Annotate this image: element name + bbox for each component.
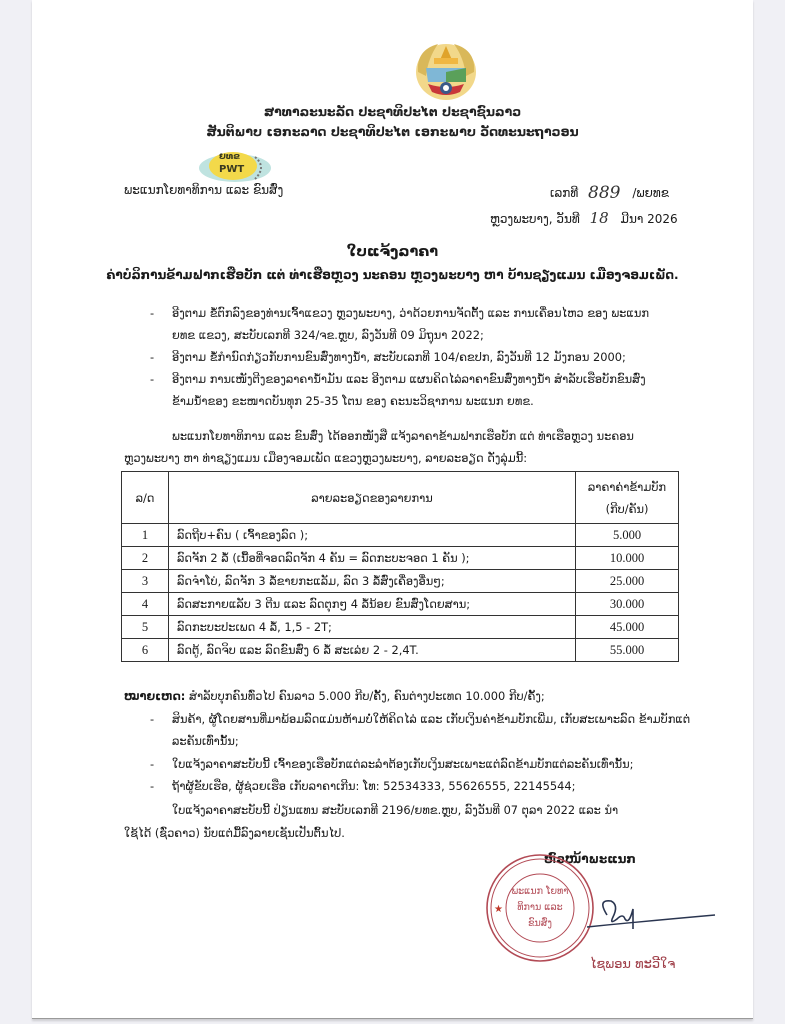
- note-label: ໝາຍເຫດ:: [124, 689, 186, 703]
- table-row: [122, 524, 679, 547]
- national-motto-line1: ສາທາລະນະລັດ ປະຊາທິປະໄຕ ປະຊາຊົນລາວ: [263, 104, 522, 119]
- table-row: [122, 639, 679, 662]
- note-line: ໃບແຈ້ງລາຄາສະບັບນີ້ ເຈົ້າຂອງເຮືອບັກແຕ່ລະລຳຕ້ອງເກັບເງິນສະເພາະແຕ່ລົດຂ້າມບັກແຕ່ລະຄັນເທົ່ານັ້ນ;: [172, 757, 634, 771]
- svg-text:★: ★: [494, 904, 503, 915]
- signature-mark: [567, 895, 717, 935]
- table-row: [122, 593, 679, 616]
- closing-line1: ໃບແຈ້ງລາຄາສະບັບນີ້ ປ່ຽນແທນ ສະບັບເລກທີ 2196/ຍທຂ.ຫຼບ, ລົງວັນທີ 07 ຕຸລາ 2022 ແລະ ນຳ: [172, 803, 619, 817]
- reference-item: [150, 346, 626, 368]
- ref-suffix: /ພຍທຂ: [632, 186, 669, 200]
- intro-line2: ຫຼວງພະບາງ ຫາ ທ່າຊຽງແມນ ເມືອງຈອມເພັດ ແຂວງຫຼວງພະບາງ, ລາຍລະອຽດ ດັ່ງລຸ່ມນີ້:: [124, 451, 528, 465]
- row-number: 2: [122, 547, 169, 570]
- document-page: [32, 0, 753, 1019]
- pwt-logo: [197, 149, 273, 185]
- reference-item: [150, 368, 646, 412]
- table-row: [122, 547, 679, 570]
- row-number: 3: [122, 570, 169, 593]
- intro-line1: ພະແນກໂຍທາທິການ ແລະ ຂົນສົ່ງ ໄດ້ອອກໜັງສື ແຈ້ງລາຄາຂ້າມຟາກເຮືອບັກ ແຕ່ ທ່າເຮືອຫຼວງ ນະຄອນ: [172, 429, 634, 443]
- ref-number: 889: [588, 183, 621, 203]
- row-description: ລົດສະກາຍແລັບ 3 ຕີນ ແລະ ລົດຕຸກໆ 4 ລໍ້ນ້ອຍ ຂົນສົ່ງໂດຍສານ;: [169, 593, 576, 616]
- row-price: 5.000: [576, 524, 679, 547]
- header-price-line2: (ກີບ/ຄັນ): [605, 501, 649, 516]
- signatory-name: ໄຊພອນ ທະວີໃຈ: [590, 957, 676, 972]
- date-prefix: ຫຼວງພະບາງ, ວັນທີ: [490, 212, 580, 226]
- row-number: 1: [122, 524, 169, 547]
- row-number: 5: [122, 616, 169, 639]
- bullet-dash: -: [150, 779, 155, 793]
- lao-national-emblem-icon: [408, 38, 484, 102]
- row-price: 10.000: [576, 547, 679, 570]
- note-line: ສິນຄ້າ, ຜູ້ໂດຍສານທີ່ມາພ້ອມລົດແມ່ນຫ້າມບໍ່ໃຫ້ຄິດໄລ່ ແລະ ເກັບເງິນຄ່າຂ້າມບັກເພີ່ມ, ເກັບສະເພາະລົດ ຂ້າມບັກແຕ່: [172, 712, 691, 726]
- reference-item: [150, 302, 649, 346]
- note-item: [150, 753, 634, 775]
- row-price: 45.000: [576, 616, 679, 639]
- row-description: ລົດຕູ້, ລົດຈິບ ແລະ ລົດຂົນສົ່ງ 6 ລໍ້ ສະເລ່ຍ 2 - 2,4T.: [169, 639, 576, 662]
- table-header-row: [122, 472, 679, 524]
- department-name: ພະແນກໂຍທາທິການ ແລະ ຂົນສົ່ງ: [124, 183, 284, 197]
- row-description: ລົດຈັກ 2 ລໍ້ (ເນື້ອທີ່ຈອດລົດຈັກ 4 ຄັນ = ລົດກະບະຈອດ 1 ຄັນ );: [169, 547, 576, 570]
- table-row: [122, 616, 679, 639]
- row-price: 25.000: [576, 570, 679, 593]
- table-row: [122, 570, 679, 593]
- note-item: [150, 708, 691, 752]
- date-day: 18: [589, 209, 609, 227]
- row-price: 30.000: [576, 593, 679, 616]
- bullet-dash: -: [150, 757, 155, 771]
- reference-line: ອີງຕາມ ການເໜັງຕີງຂອງລາຄານ້ຳມັນ ແລະ ອີງຕາມ ແຜນຄິດໄລ່ລາຄາຂົນສົ່ງທາງນ້ຳ ສຳລັບເຮືອບັກຂົນສົ່ງ: [172, 372, 646, 386]
- logo-text-top: ຍທຂ: [219, 152, 240, 162]
- note-first: [124, 685, 545, 707]
- note-line: ຖ້າຜູ້ຂັບເຮືອ, ຜູ້ຊ່ວຍເຮືອ ເກັບລາຄາເກີນ: ໂທ: 52534333, 55626555, 22145544;: [172, 779, 576, 793]
- ref-label: ເລກທີ: [550, 186, 579, 200]
- logo-text-bottom: PWT: [219, 164, 245, 175]
- header-description: ລາຍລະອຽດຂອງລາຍການ: [169, 472, 576, 524]
- bullet-dash: -: [150, 306, 155, 320]
- document-subtitle: ຄ່າບໍລິການຂ້າມຟາກເຮືອບັກ ແຕ່ ທ່າເຮືອຫຼວງ ນະຄອນ ຫຼວງພະບາງ ຫາ ບ້ານຊຽງແມນ ເມືອງຈອມເພັດ.: [106, 268, 679, 282]
- row-description: ລົດກະບະປະເພດ 4 ລໍ້, 1,5 - 2T;: [169, 616, 576, 639]
- bullet-dash: -: [150, 350, 155, 364]
- reference-line: ຍທຂ ແຂວງ, ສະບັບເລກທີ 324/ຈຂ.ຫຼບ, ລົງວັນທີ 09 ມິຖຸນາ 2022;: [172, 328, 484, 342]
- reference-number: [550, 183, 669, 203]
- bullet-dash: -: [150, 712, 155, 726]
- note-first-text: ສຳລັບບຸກຄົນທົ່ວໄປ ຄົນລາວ 5.000 ກີບ/ຄັ້ງ, ຄົນຕ່າງປະເທດ 10.000 ກີບ/ຄັ້ງ;: [188, 689, 545, 703]
- reference-line: ອີງຕາມ ຂໍ້ກຳນົດກ່ຽວກັບການຂົນສົ່ງທາງນ້ຳ, ສະບັບເລກທີ 104/ຄຂປກ, ລົງວັນທີ 12 ມັງກອນ 2000;: [172, 350, 626, 364]
- header-price: [576, 472, 679, 524]
- note-item: [150, 775, 576, 797]
- row-price: 55.000: [576, 639, 679, 662]
- closing-line2: ໃຊ້ໄດ້ (ຊົ່ວຄາວ) ນັບແຕ່ມື້ລົງລາຍເຊັນເປັນຕົ້ນໄປ.: [124, 826, 345, 840]
- stamp-center-text: ພະແນກ ໂຍທາທິການ ແລະ ຂົນສົ່ງ: [511, 886, 569, 929]
- document-title: ໃບແຈ້ງລາຄາ: [346, 244, 439, 260]
- reference-line: ອີງຕາມ ຂໍ້ຕົກລົງຂອງທ່ານເຈົ້າແຂວງ ຫຼວງພະບາງ, ວ່າດ້ວຍການຈັດຕັ້ງ ແລະ ການເຄື່ອນໄຫວ ຂອງ ພະແນກ: [172, 306, 649, 320]
- reference-line: ຂ້າມນ້ຳຂອງ ຂະໜາດບັນທຸກ 25-35 ໂຕນ ຂອງ ຄະນະວິຊາການ ພະແນກ ຍທຂ.: [172, 394, 534, 408]
- header-price-line1: ລາຄາຄ່າຂ້າມບັກ: [587, 479, 667, 494]
- note-line: ລະຄັນເທົ່ານັ້ນ;: [172, 734, 239, 748]
- national-motto-line2: ສັນຕິພາບ ເອກະລາດ ປະຊາທິປະໄຕ ເອກະພາບ ວັດທະນະຖາວອນ: [206, 124, 579, 139]
- row-number: 6: [122, 639, 169, 662]
- price-table: [121, 471, 679, 662]
- document-date: [490, 209, 678, 227]
- signatory-title: ຫົວໜ້າພະແນກ: [544, 852, 636, 866]
- bullet-dash: -: [150, 372, 155, 386]
- row-description: ລົດຈຳໂບ່, ລົດຈັກ 3 ລໍ້ຂາຍກະແລັມ, ລົດ 3 ລໍ້ສົ່ງເຄື່ອງອື່ນໆ;: [169, 570, 576, 593]
- row-description: ລົດຖີບ+ຄົນ ( ເຈົ້າຂອງລົດ );: [169, 524, 576, 547]
- header-no: ລ/ດ: [122, 472, 169, 524]
- row-number: 4: [122, 593, 169, 616]
- date-month-year: ມີນາ 2026: [620, 212, 678, 226]
